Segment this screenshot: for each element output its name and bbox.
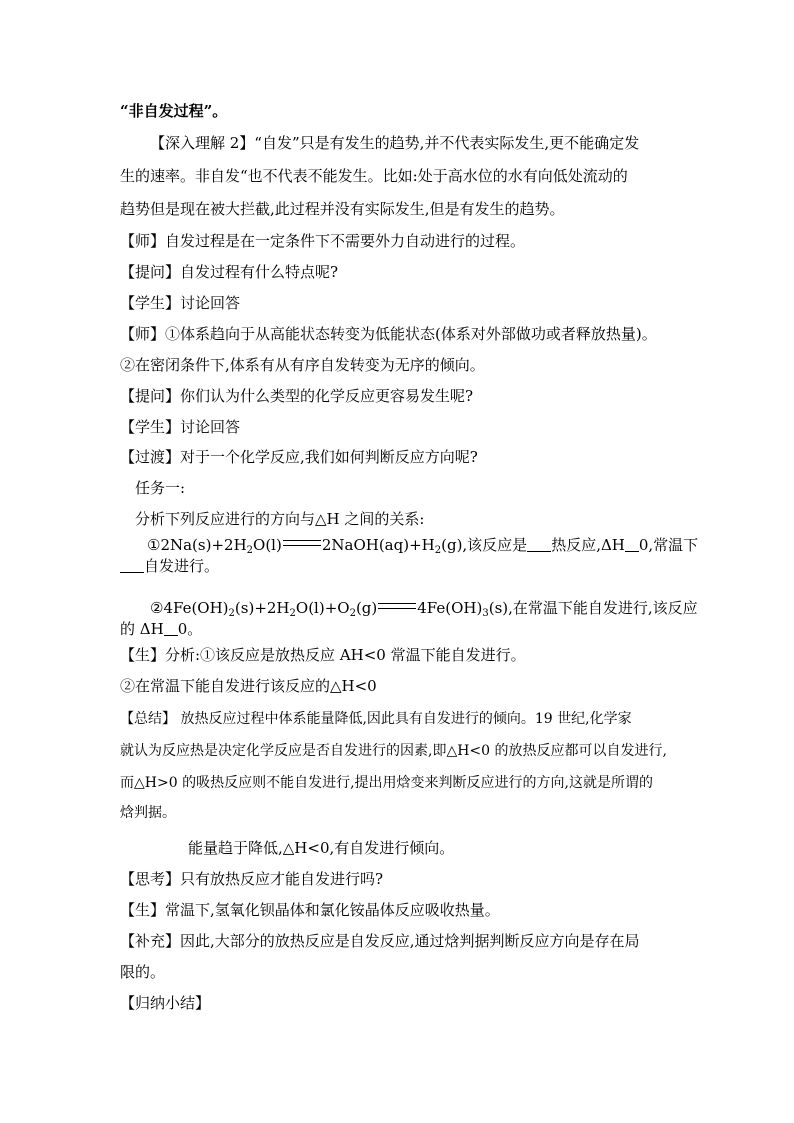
task-instruction: 分析下列反应进行的方向与△H 之间的关系: <box>135 510 425 528</box>
reaction-1-continued: 自发进行。 <box>120 556 219 576</box>
teacher-line: 【师】自发过程是在一定条件下不需要外力自动进行的过程。 <box>120 232 526 250</box>
heading-non-spontaneous: “非自发过程”。 <box>120 102 228 120</box>
student-answer: 【生】常温下,氢氧化钡晶体和氯化铵晶体反应吸收热量。 <box>120 901 500 919</box>
student-line: 【学生】讨论回答 <box>120 294 241 312</box>
paragraph-line: 趋势但是现在被大拦截,此过程并没有实际发生,但是有发生的趋势。 <box>120 200 565 218</box>
paragraph-line: ②在密闭条件下,体系有从有序自发转变为无序的倾向。 <box>120 356 485 374</box>
summary-line: 焓判据。 <box>120 805 176 821</box>
equals-sign <box>283 540 321 546</box>
fill-blank <box>625 537 639 552</box>
summary-line: 【总结】 放热反应过程中体系能量降低,因此具有自发进行的倾向。19 世纪,化学家 <box>120 711 632 727</box>
student-analysis: 【生】分析:①该反应是放热反应 AH<0 常温下能自发进行。 <box>120 646 526 664</box>
fill-blank <box>527 537 551 552</box>
paragraph-deep-understanding: 【深入理解 2】“自发”只是有发生的趋势,并不代表实际发生,更不能确定发 <box>150 134 640 152</box>
teacher-line: 【师】①体系趋向于从高能状态转变为低能状态(体系对外部做功或者释放热量)。 <box>120 325 657 343</box>
transition-line: 【过渡】对于一个化学反应,我们如何判断反应方向呢? <box>120 448 478 466</box>
paragraph-line: 生的速率。非自发“也不代表不能发生。比如:处于高水位的水有向低处流动的 <box>120 167 628 185</box>
student-analysis-2: ②在常温下能自发进行该反应的△H<0 <box>120 677 377 695</box>
summary-line: 而△H>0 的吸热反应则不能自发进行,提出用焓变来判断反应进行的方向,这就是所谓的 <box>120 775 653 791</box>
question-line: 【提问】你们认为什么类型的化学反应更容易发生呢? <box>120 387 474 405</box>
reaction-2: $②4Fe(OH)_2(s)+2H_2O(l)+O_2(g)$ $4Fe(OH)_3(s)$,在常温下能自发进行,该反应 <box>150 599 698 619</box>
supplement-line: 限的。 <box>120 963 166 981</box>
student-line: 【学生】讨论回答 <box>120 418 241 436</box>
reaction-2-continued: 的 ΔH 0。 <box>120 620 203 638</box>
supplement-line: 【补充】因此,大部分的放热反应是自发反应,通过焓判据判断反应方向是存在局 <box>120 932 640 950</box>
summary-heading: 【归纳小结】 <box>120 994 211 1012</box>
thinking-question: 【思考】只有放热反应才能自发进行吗? <box>120 870 384 888</box>
fill-blank <box>120 558 144 573</box>
task-heading: 任务一: <box>135 479 186 497</box>
energy-conclusion: 能量趋于降低,△H<0,有自发进行倾向。 <box>188 839 455 857</box>
summary-line: 就认为反应热是决定化学反应是否自发进行的因素,即△H<0 的放热反应都可以自发进行, <box>120 743 667 759</box>
fill-blank <box>164 621 178 636</box>
reaction-1: $①2Na(s)+2H_2O(l)$ $2NaOH(aq)+H_2(g)$,该反应是 热反应,ΔH 0,常温下 <box>147 536 699 556</box>
question-line: 【提问】自发过程有什么特点呢? <box>120 263 339 281</box>
equals-sign <box>378 603 416 609</box>
